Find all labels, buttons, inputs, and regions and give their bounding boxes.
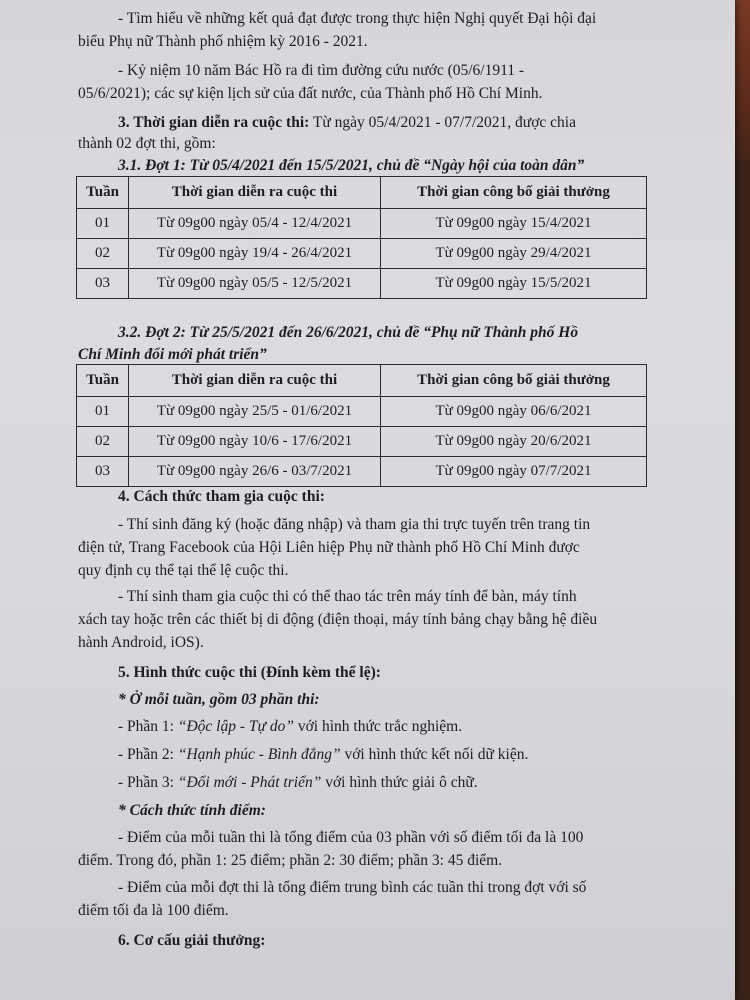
part-1-line (118, 716, 462, 738)
round-2-heading-line-1: 3.2. Đợt 2: Từ 25/5/2021 đến 26/6/2021, chủ đề “Phụ nữ Thành phố Hồ (118, 324, 579, 341)
section-4-para-1-line-2: điện tử, Trang Facebook của Hội Liên hiệp Phụ nữ thành phố Hồ Chí Minh được (78, 539, 580, 556)
para-2-line-1: - Kỷ niệm 10 năm Bác Hồ ra đi tìm đường cứu nước (05/6/1911 - (118, 62, 525, 79)
round-2-table (76, 364, 647, 487)
scoring-para-1-line-2: điểm. Trong đó, phần 1: 25 điểm; phần 2: 30 điểm; phần 3: 45 điểm. (78, 852, 503, 869)
part-1-format: với hình thức trắc nghiệm. (293, 718, 463, 735)
header-period: Thời gian diễn ra cuộc thi (129, 177, 381, 209)
part-2-line (118, 744, 528, 766)
section-3-text: Từ ngày 05/4/2021 - 07/7/2021, được chia (309, 114, 576, 131)
cell-announce: Từ 09g00 ngày 20/6/2021 (381, 427, 647, 457)
cell-period: Từ 09g00 ngày 25/5 - 01/6/2021 (129, 397, 381, 427)
section-5-title: 5. Hình thức cuộc thi (Đính kèm thể lệ): (118, 664, 381, 681)
header-week: Tuần (77, 365, 129, 397)
round-1-table (76, 176, 647, 299)
section-3-title: 3. Thời gian diễn ra cuộc thi: (118, 114, 310, 131)
part-3-label: - Phần 3: (118, 774, 178, 791)
section-4-para-2-line-2: xách tay hoặc trên các thiết bị di động (điện thoại, máy tính bảng chạy bằng hệ điều (78, 611, 598, 628)
round-1-heading: 3.1. Đợt 1: Từ 05/4/2021 đến 15/5/2021, chủ đề “Ngày hội của toàn dân” (118, 157, 585, 174)
section-4-title: 4. Cách thức tham gia cuộc thi: (118, 488, 325, 505)
cell-announce: Từ 09g00 ngày 15/5/2021 (381, 269, 647, 299)
table-header-row (77, 365, 647, 397)
cell-period: Từ 09g00 ngày 19/4 - 26/4/2021 (129, 239, 381, 269)
header-period: Thời gian diễn ra cuộc thi (129, 365, 381, 397)
round-2-heading-line-2: Chí Minh đổi mới phát triển” (78, 346, 267, 363)
part-2-label: - Phần 2: (118, 746, 178, 763)
section-6-title: 6. Cơ cấu giải thưởng: (118, 932, 266, 949)
para-1-line-1: - Tìm hiểu về những kết quả đạt được trong thực hiện Nghị quyết Đại hội đại (118, 10, 597, 27)
scoring-para-1-line-1: - Điểm của mỗi tuần thi là tổng điểm của 03 phần với số điểm tối đa là 100 (118, 829, 584, 846)
section-4-para-1-line-3: quy định cụ thể tại thể lệ cuộc thi. (78, 562, 289, 579)
part-2-format: với hình thức kết nối dữ kiện. (340, 746, 529, 763)
section-4-para-2-line-3: hành Android, iOS). (78, 634, 204, 651)
part-2-theme: “Hạnh phúc - Bình đẳng” (177, 746, 341, 763)
part-1-label: - Phần 1: (118, 718, 178, 735)
part-1-theme: “Độc lập - Tự do” (177, 718, 294, 735)
header-announce: Thời gian công bố giải thưởng (381, 365, 647, 397)
table-header-row (77, 177, 647, 209)
para-2-line-2: 05/6/2021); các sự kiện lịch sử của đất nước, của Thành phố Hồ Chí Minh. (78, 85, 543, 102)
cell-week: 02 (77, 427, 129, 457)
header-announce: Thời gian công bố giải thưởng (381, 177, 647, 209)
cell-period: Từ 09g00 ngày 26/6 - 03/7/2021 (129, 457, 381, 487)
part-3-format: với hình thức giải ô chữ. (321, 774, 478, 791)
table-row (77, 269, 647, 299)
table-row (77, 239, 647, 269)
cell-announce: Từ 09g00 ngày 06/6/2021 (381, 397, 647, 427)
section-4-para-1-line-1: - Thí sinh đăng ký (hoặc đăng nhập) và tham gia thi trực tuyến trên trang tin (118, 516, 591, 533)
cell-week: 03 (77, 269, 129, 299)
part-3-theme: “Đổi mới - Phát triển” (177, 774, 322, 791)
section-5-subheading-parts: * Ở mỗi tuần, gồm 03 phần thi: (118, 691, 320, 708)
cell-period: Từ 09g00 ngày 05/4 - 12/4/2021 (129, 209, 381, 239)
section-3-line-2: thành 02 đợt thi, gồm: (78, 135, 216, 152)
cell-week: 02 (77, 239, 129, 269)
cell-announce: Từ 09g00 ngày 15/4/2021 (381, 209, 647, 239)
header-week: Tuần (77, 177, 129, 209)
para-1-line-2: biểu Phụ nữ Thành phố nhiệm kỳ 2016 - 2021. (78, 33, 368, 50)
cell-week: 03 (77, 457, 129, 487)
cell-week: 01 (77, 397, 129, 427)
section-4-para-2-line-1: - Thí sinh tham gia cuộc thi có thể thao tác trên máy tính để bàn, máy tính (118, 588, 577, 605)
cell-week: 01 (77, 209, 129, 239)
section-5-subheading-scoring: * Cách thức tính điểm: (118, 802, 266, 819)
cell-period: Từ 09g00 ngày 05/5 - 12/5/2021 (129, 269, 381, 299)
cell-period: Từ 09g00 ngày 10/6 - 17/6/2021 (129, 427, 381, 457)
table-row (77, 427, 647, 457)
scoring-para-2-line-1: - Điểm của mỗi đợt thi là tổng điểm trung bình các tuần thi trong đợt với số (118, 879, 587, 896)
table-row (77, 209, 647, 239)
table-row (77, 397, 647, 427)
table-row (77, 457, 647, 487)
part-3-line (118, 772, 478, 794)
section-3-line-1 (118, 112, 576, 134)
cell-announce: Từ 09g00 ngày 29/4/2021 (381, 239, 647, 269)
cell-announce: Từ 09g00 ngày 07/7/2021 (381, 457, 647, 487)
scoring-para-2-line-2: điểm tối đa là 100 điểm. (78, 902, 229, 919)
